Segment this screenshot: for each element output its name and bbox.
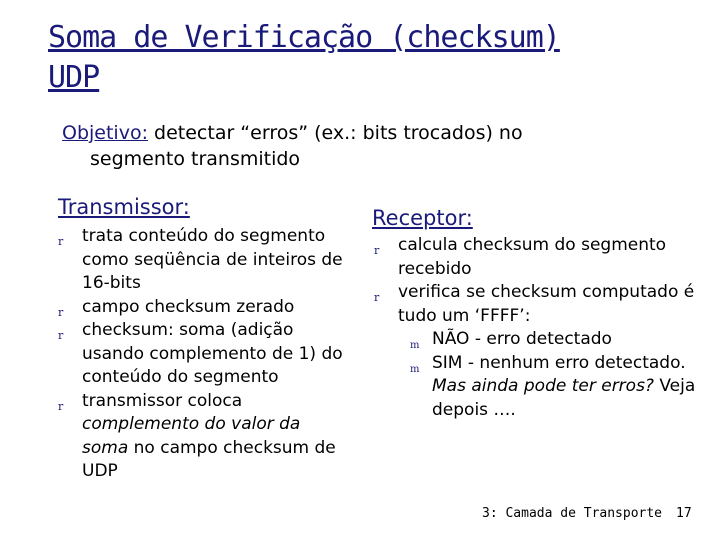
transmitter-bullet-tail-text: no campo checksum de UDP: [82, 437, 336, 481]
transmitter-bullet-text: trata conteúdo do segmento como seqüência de inteiros de 16-bits: [82, 226, 343, 293]
slide-title-line-1: Soma de Verificação (checksum): [48, 20, 560, 55]
receiver-sub-bullet: [410, 352, 698, 423]
transmitter-bullet: [58, 296, 347, 320]
transmitter-bullet: [58, 225, 347, 296]
sub-bullet-marker-icon: m: [410, 340, 420, 351]
transmitter-bullet-italic-text: complemento do valor da soma: [82, 414, 301, 458]
receiver-sub-bullet: [410, 328, 698, 352]
slide-title: [48, 18, 648, 98]
bullet-marker-icon: r: [58, 235, 64, 248]
transmitter-bullet-text: checksum: soma (adição usando complemento de 1) do conteúdo do segmento: [82, 320, 343, 387]
receiver-bullet: [374, 281, 698, 422]
bullet-marker-icon: r: [374, 291, 380, 304]
receiver-sub-bullet-italic-text: Mas ainda pode ter erros?: [432, 376, 654, 396]
bullet-marker-icon: r: [374, 244, 380, 257]
objective-text-line-1: detectar “erros” (ex.: bits trocados) no: [154, 122, 523, 144]
receiver-sub-bullet-tail-text: Veja depois ….: [432, 376, 696, 420]
sub-bullet-marker-icon: m: [410, 363, 420, 375]
receiver-sub-bullet-list: [398, 328, 698, 422]
bullet-marker-icon: r: [58, 329, 64, 342]
bullet-marker-icon: r: [58, 305, 64, 319]
objective-label: Objetivo:: [62, 122, 148, 144]
objective-paragraph: [62, 120, 682, 172]
receiver-sub-bullet-text: NÃO - erro detectado: [432, 329, 612, 349]
slide-footer: 3: Camada de Transporte: [482, 506, 663, 521]
receiver-heading: Receptor:: [372, 206, 473, 230]
transmitter-bullet-list: [58, 225, 347, 484]
objective-text-line-2: segmento transmitido: [90, 148, 301, 170]
transmitter-heading: Transmissor:: [58, 195, 190, 219]
transmitter-bullet-text: campo checksum zerado: [82, 296, 295, 317]
receiver-sub-bullet-text: SIM - nenhum erro detectado.: [432, 352, 686, 373]
slide-title-line-2: UDP: [48, 60, 100, 95]
transmitter-bullet: [58, 390, 347, 484]
receiver-bullet-list: [374, 234, 698, 422]
receiver-bullet: [374, 234, 698, 281]
receiver-bullet-text: verifica se checksum computado é tudo um ‘FFFF’:: [398, 282, 695, 326]
page-number: 17: [676, 506, 692, 521]
bullet-marker-icon: r: [58, 399, 64, 413]
transmitter-bullet-text: transmissor coloca: [82, 390, 243, 411]
receiver-bullet-text: calcula checksum do segmento recebido: [398, 235, 667, 279]
transmitter-bullet: [58, 319, 347, 390]
